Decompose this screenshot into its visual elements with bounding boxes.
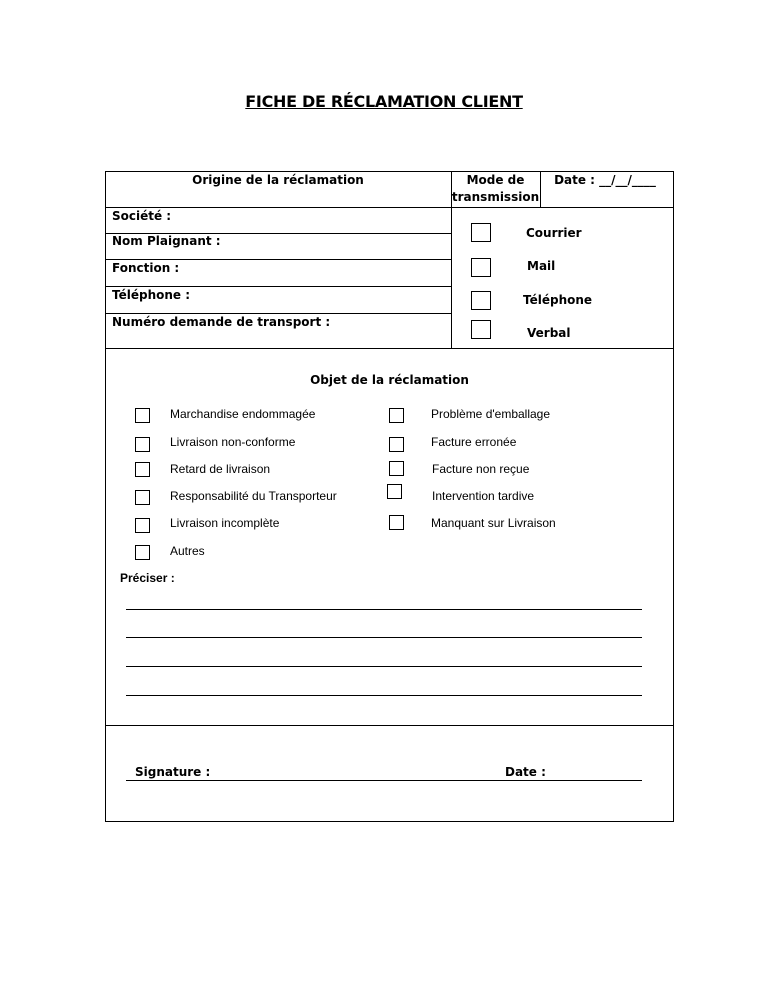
field-divider	[105, 259, 451, 260]
objet-checkbox-livraison-non-conforme[interactable]	[135, 437, 150, 452]
objet-label-autres: Autres	[170, 544, 205, 558]
objet-checkbox-responsabilite-transporteur[interactable]	[135, 490, 150, 505]
objet-label-facture-non-recue: Facture non reçue	[432, 462, 530, 476]
preciser-line[interactable]	[126, 695, 642, 696]
field-nom-plaignant[interactable]: Nom Plaignant :	[112, 234, 221, 248]
objet-checkbox-probleme-emballage[interactable]	[389, 408, 404, 423]
mode-verbal-label: Verbal	[527, 326, 571, 340]
objet-checkbox-livraison-incomplete[interactable]	[135, 518, 150, 533]
field-divider	[105, 286, 451, 287]
mode-telephone-checkbox[interactable]	[471, 291, 491, 310]
preciser-line[interactable]	[126, 609, 642, 610]
objet-checkbox-autres[interactable]	[135, 545, 150, 560]
field-numero-transport[interactable]: Numéro demande de transport :	[112, 315, 331, 329]
field-divider	[105, 313, 451, 314]
footer-divider	[105, 725, 674, 726]
objet-label-responsabilite-transporteur: Responsabilité du Transporteur	[170, 489, 337, 503]
field-fonction[interactable]: Fonction :	[112, 261, 180, 275]
mode-header-line2: transmission	[451, 190, 540, 204]
date-header: Date : __/__/____	[554, 173, 656, 187]
preciser-line[interactable]	[126, 637, 642, 638]
preciser-line[interactable]	[126, 666, 642, 667]
signature-line[interactable]	[126, 780, 642, 781]
objet-checkbox-facture-erronee[interactable]	[389, 437, 404, 452]
field-societe[interactable]: Société :	[112, 209, 172, 223]
mode-header-line1: Mode de	[466, 173, 525, 187]
footer-date-label: Date :	[505, 765, 546, 779]
objet-checkbox-retard-livraison[interactable]	[135, 462, 150, 477]
preciser-label: Préciser :	[120, 571, 175, 585]
mode-mail-label: Mail	[527, 259, 556, 273]
objet-label-livraison-incomplete: Livraison incomplète	[170, 516, 280, 530]
mode-mail-checkbox[interactable]	[471, 258, 491, 277]
page-title: FICHE DE RÉCLAMATION CLIENT	[245, 92, 523, 111]
objet-label-facture-erronee: Facture erronée	[431, 435, 517, 449]
mode-verbal-checkbox[interactable]	[471, 320, 491, 339]
mode-telephone-label: Téléphone	[523, 293, 593, 307]
signature-label: Signature :	[135, 765, 211, 779]
objet-checkbox-intervention-tardive[interactable]	[387, 484, 402, 499]
objet-title: Objet de la réclamation	[310, 373, 469, 387]
mode-courrier-checkbox[interactable]	[471, 223, 491, 242]
objet-label-intervention-tardive: Intervention tardive	[432, 489, 535, 503]
objet-label-manquant-livraison: Manquant sur Livraison	[431, 516, 556, 530]
objet-checkbox-manquant-livraison[interactable]	[389, 515, 404, 530]
objet-label-marchandise-endommagee: Marchandise endommagée	[170, 407, 316, 421]
objet-label-retard-livraison: Retard de livraison	[170, 462, 271, 476]
origin-header: Origine de la réclamation	[192, 173, 364, 187]
objet-label-livraison-non-conforme: Livraison non-conforme	[170, 435, 296, 449]
header-bottom-line	[105, 207, 674, 208]
mode-courrier-label: Courrier	[526, 226, 582, 240]
objet-checkbox-marchandise-endommagee[interactable]	[135, 408, 150, 423]
header-divider-2	[540, 171, 541, 208]
objet-label-probleme-emballage: Problème d'emballage	[431, 407, 551, 421]
section-divider	[105, 348, 674, 349]
field-telephone[interactable]: Téléphone :	[112, 288, 191, 302]
objet-checkbox-facture-non-recue[interactable]	[389, 461, 404, 476]
